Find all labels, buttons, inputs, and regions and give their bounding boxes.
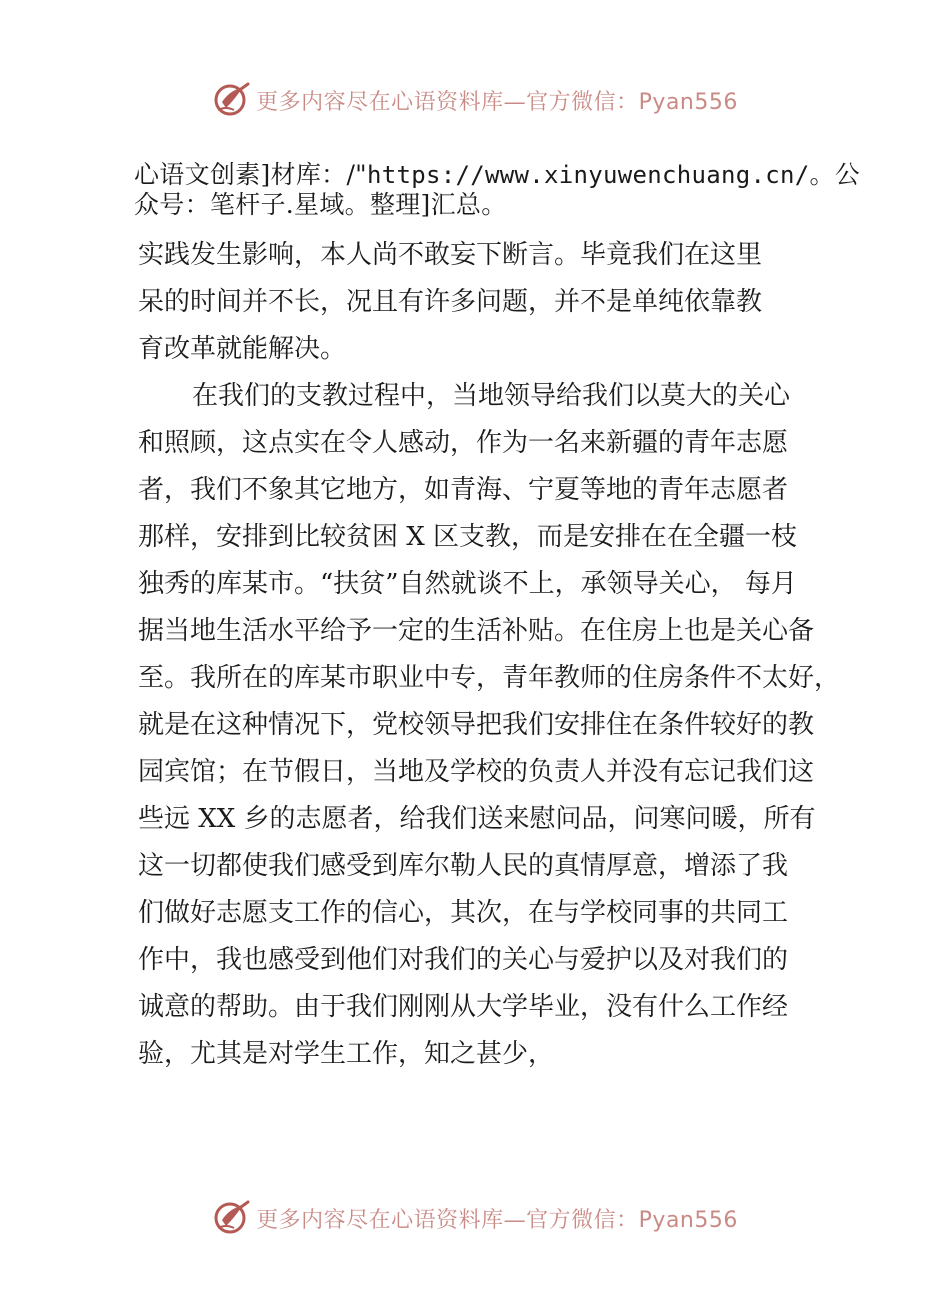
footer-banner — [0, 1196, 950, 1240]
pen-logo-icon — [212, 80, 252, 120]
source-note-line-1 — [134, 160, 860, 190]
source-url: https://www.xinyuwenchuang.cn/ — [366, 161, 810, 189]
body-line: 和照顾，这点实在令人感动，作为一名来新疆的青年志愿 — [138, 428, 789, 458]
body-line: 作中，我也感受到他们对我们的关心与爱护以及对我们的 — [138, 945, 789, 975]
wechat-id: Pyan556 — [638, 89, 738, 115]
body-line: 就是在这种情况下，党校领导把我们安排住在条件较好的教 — [138, 710, 815, 740]
body-line: 些远 XX 乡的志愿者，给我们送来慰问品，问寒问暖，所有 — [138, 804, 816, 834]
body-line: 诚意的帮助。由于我们刚刚从大学毕业，没有什么工作经 — [138, 992, 789, 1022]
source-note-line-2 — [134, 190, 507, 220]
body-line: 们做好志愿支工作的信心，其次，在与学校同事的共同工 — [138, 898, 789, 928]
source-prefix: 心语文创素]材库：/" — [134, 160, 367, 189]
body-line: 实践发生影响，本人尚不敢妄下断言。毕竟我们在这里 — [138, 240, 763, 270]
body-line: 育改革就能解决。 — [138, 334, 347, 364]
body-line: 那样，安排到比较贫困 X 区支教，而是安排在在全疆一枝 — [138, 522, 798, 552]
body-line: 据当地生活水平给予一定的生活补贴。在住房上也是关心备 — [138, 616, 815, 646]
body-line: 园宾馆；在节假日，当地及学校的负责人并没有忘记我们这 — [138, 757, 815, 787]
body-line: 这一切都使我们感受到库尔勒人民的真情厚意，增添了我 — [138, 851, 789, 881]
body-line: 呆的时间并不长，况且有许多问题，并不是单纯依靠教 — [138, 287, 763, 317]
body-line: 验，尤其是对学生工作，知之甚少， — [138, 1039, 555, 1069]
header-banner — [0, 78, 950, 122]
banner-label: 更多内容尽在心语资料库—官方微信：Pyan556 — [256, 89, 738, 115]
source-suffix: 。公 — [809, 160, 861, 189]
wechat-id: Pyan556 — [638, 1207, 738, 1233]
body-line: 至。我所在的库某市职业中专，青年教师的住房条件不太好， — [138, 663, 841, 693]
banner-label: 更多内容尽在心语资料库—官方微信：Pyan556 — [256, 1207, 738, 1233]
source-line2: 众号：笔杆子.星域。整理]汇总。 — [134, 190, 507, 219]
body-line: 在我们的支教过程中，当地领导给我们以莫大的关心 — [192, 381, 791, 411]
pen-logo-icon — [212, 1198, 252, 1238]
body-line: 者，我们不象其它地方，如青海、宁夏等地的青年志愿者 — [138, 475, 789, 505]
body-line: 独秀的库某市。“扶贫”自然就谈不上，承领导关心， 每月 — [138, 569, 797, 599]
